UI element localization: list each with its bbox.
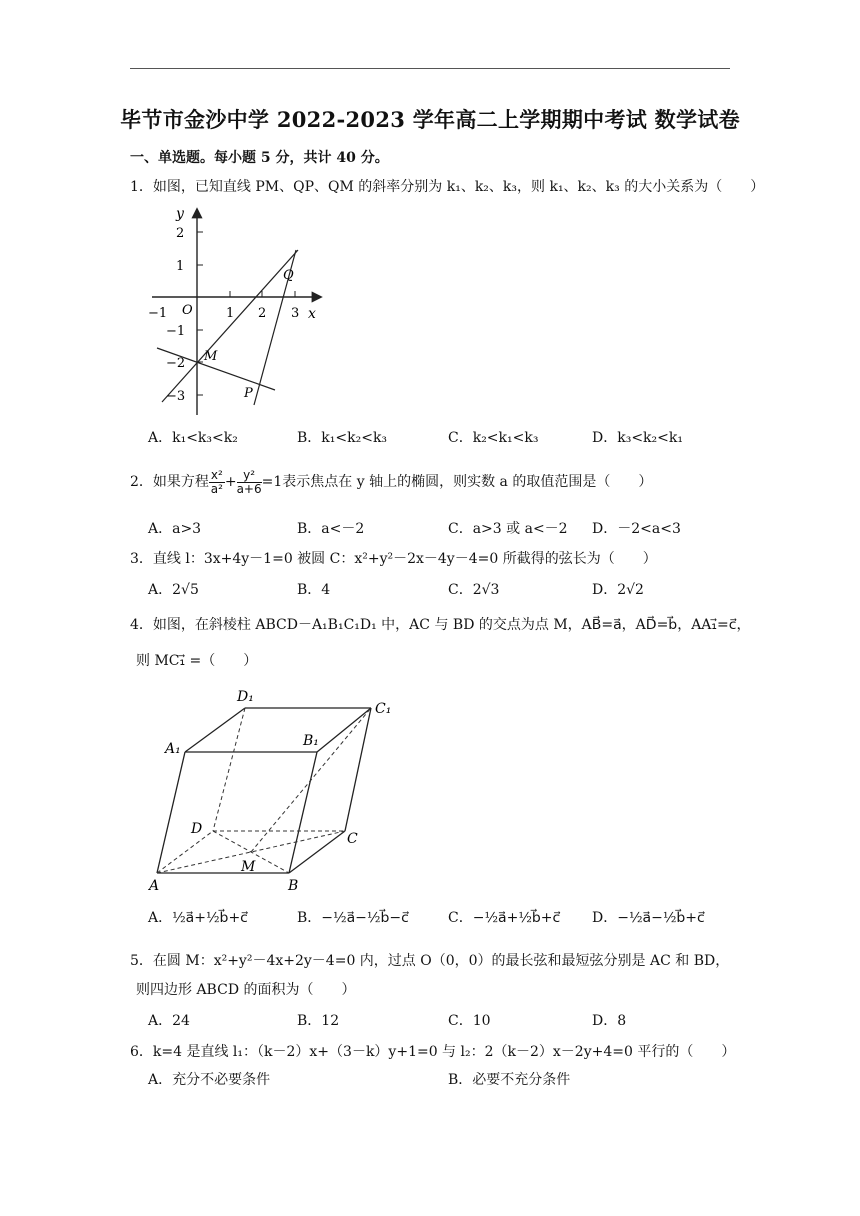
q2-prefix: 2．如果方程 [130, 474, 209, 490]
label-C1: C₁ [375, 701, 392, 717]
question-1-graph [140, 200, 340, 420]
q6-option-a: A．充分不必要条件 [148, 1072, 271, 1088]
q6-option-b: B．必要不充分条件 [448, 1072, 571, 1088]
q5-option-a: A．24 [148, 1013, 190, 1029]
q4-option-b: B．−½a⃗−½b⃗−c⃗ [297, 910, 409, 926]
x-tick: −1 [148, 306, 168, 321]
y-tick: −1 [166, 324, 186, 339]
q4-option-d: D．−½a⃗−½b⃗+c⃗ [592, 910, 705, 926]
question-3-text: 3．直线 l：3x+4y－1=0 被圆 C：x²+y²－2x－4y－4=0 所截得的弦长为（ ） [130, 551, 657, 567]
label-B1: B₁ [303, 733, 319, 749]
q1-option-b: B．k₁<k₂<k₃ [297, 430, 388, 446]
q2-option-b: B．a<－2 [297, 521, 365, 537]
q5-option-b: B．12 [297, 1013, 340, 1029]
q2-suffix: 表示焦点在 y 轴上的椭圆，则实数 a 的取值范围是（ ） [282, 474, 653, 490]
section-heading: 一、单选题。每小题 5 分，共计 40 分。 [130, 150, 389, 166]
label-A: A [149, 878, 160, 894]
y-tick: −2 [166, 356, 186, 371]
q3-option-c: C．2√3 [448, 582, 500, 598]
q1-option-d: D．k₃<k₂<k₁ [592, 430, 683, 446]
label-M: M [241, 859, 256, 875]
q2-frac1-denominator: a² [210, 481, 223, 496]
q3-option-a: A．2√5 [148, 582, 199, 598]
q2-fraction-1 [209, 469, 225, 496]
q2-frac2-numerator: y² [237, 469, 262, 483]
q5-option-c: C．10 [448, 1013, 491, 1029]
question-5-text: 5．在圆 M：x²+y²－4x+2y－4=0 内，过点 O（0，0）的最长弦和最短弦分别是 AC 和 BD， [130, 953, 730, 969]
label-D: D [191, 821, 203, 837]
q1-option-c: C．k₂<k₁<k₃ [448, 430, 539, 446]
label-D1: D₁ [237, 689, 254, 705]
q1-option-a: A．k₁<k₃<k₂ [148, 430, 238, 446]
point-Q-label: Q [283, 268, 294, 283]
x-axis-label: x [308, 306, 316, 322]
x-tick: 2 [258, 306, 267, 321]
page-title: 毕节市金沙中学 2022-2023 学年高二上学期期中考试 数学试卷 [120, 107, 740, 132]
question-6-text: 6．k=4 是直线 l₁：（k－2）x+（3－k）y+1=0 与 l₂：2（k－2）x－2y+4=0 平行的（ ） [130, 1044, 736, 1060]
q2-option-c: C．a>3 或 a<－2 [448, 521, 568, 537]
q2-option-d: D．－2<a<3 [592, 521, 681, 537]
x-tick: 1 [226, 306, 235, 321]
q2-frac1-numerator: x² [210, 467, 223, 482]
q2-option-a: A．a>3 [148, 521, 202, 537]
label-B: B [288, 878, 299, 894]
question-4-text: 4．如图，在斜棱柱 ABCD－A₁B₁C₁D₁ 中，AC 与 BD 的交点为点 M，AB⃗=a⃗，AD⃗=b⃗，AA₁⃗=c⃗， [130, 617, 751, 633]
q2-fraction-2 [237, 469, 262, 496]
question-1-text: 1．如图，已知直线 PM、QP、QM 的斜率分别为 k₁、k₂、k₃，则 k₁、k₂、k₃ 的大小关系为（ ） [130, 179, 765, 195]
q3-option-b: B．4 [297, 582, 331, 598]
question-2-text [130, 462, 652, 502]
q4-option-c: C．−½a⃗+½b⃗+c⃗ [448, 910, 561, 926]
label-A1: A₁ [165, 741, 181, 757]
q4-option-a: A．½a⃗+½b⃗+c⃗ [148, 910, 248, 926]
point-M-label: M [204, 349, 218, 364]
point-P-label: P [244, 386, 253, 401]
q2-frac2-denominator: a+6 [236, 481, 262, 496]
q3-option-d: D．2√2 [592, 582, 644, 598]
question-5-text-2: 则四边形 ABCD 的面积为（ ） [136, 982, 356, 998]
q2-equals: =1 [261, 474, 283, 490]
y-tick: 1 [176, 259, 185, 274]
header-rule [130, 68, 730, 69]
q5-option-d: D．8 [592, 1013, 627, 1029]
y-tick: −3 [166, 389, 186, 404]
x-tick: 3 [291, 306, 300, 321]
origin-label: O [182, 303, 193, 318]
question-4-prism-figure [145, 685, 405, 895]
label-C: C [347, 831, 358, 847]
question-4-text-2: 则 MC₁⃗ =（ ） [136, 653, 258, 669]
y-tick: 2 [176, 226, 185, 241]
y-axis-label: y [176, 206, 184, 222]
q2-plus: + [224, 474, 237, 490]
